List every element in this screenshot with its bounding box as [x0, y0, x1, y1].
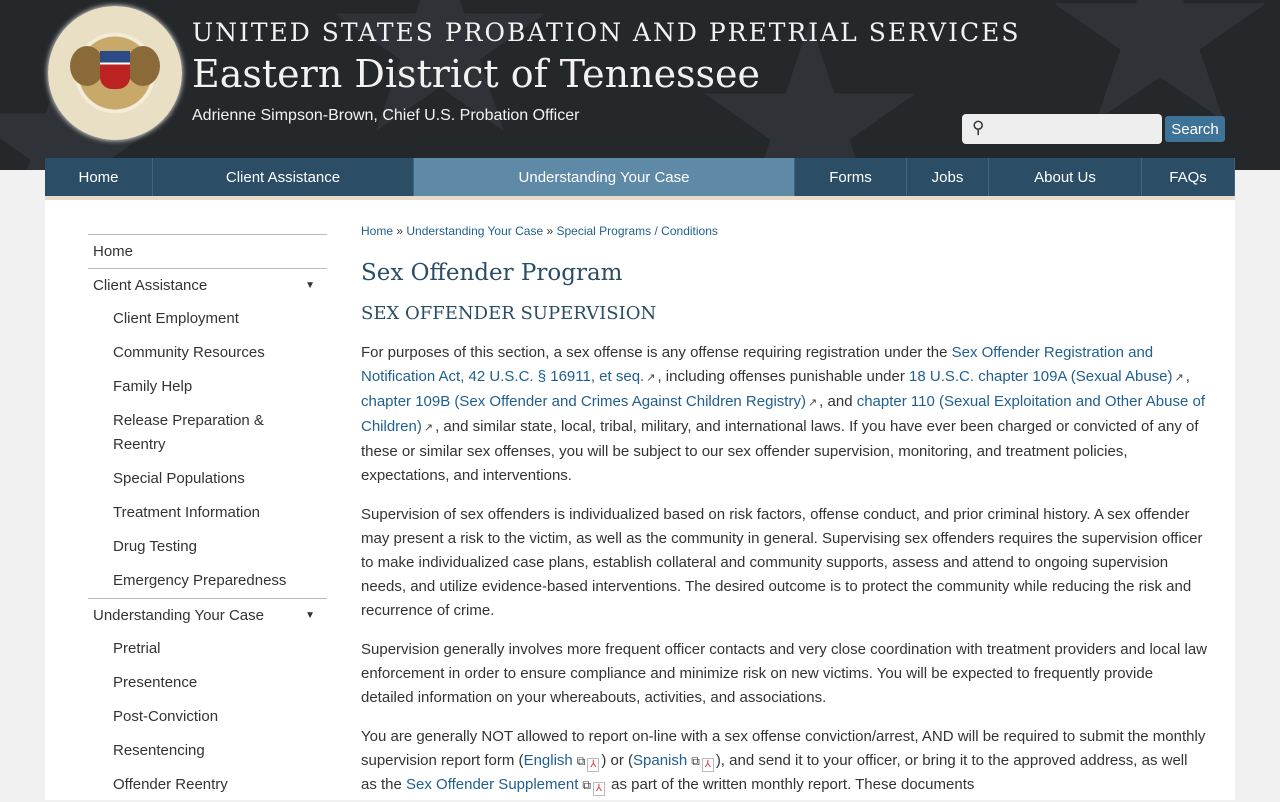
new-window-icon: ⧉: [691, 754, 700, 768]
text-segment: as part of the written monthly report. These documents: [606, 776, 975, 793]
text-segment: You are generally NOT allowed to report on-line with a sex offense conviction/arrest, AND will be required to submit the monthly supervision report form (: [361, 728, 1206, 769]
text-segment: ,: [1185, 368, 1190, 385]
sidebar-item-label: Understanding Your Case: [93, 606, 264, 624]
search-icon: ⚲: [972, 118, 985, 137]
paragraph: [361, 638, 1207, 710]
content-link[interactable]: Spanish: [633, 752, 688, 769]
text-segment: , including offenses punishable under: [657, 368, 910, 385]
sidebar-item-label: Post-Conviction: [113, 708, 219, 725]
chief-officer: Adrienne Simpson-Brown, Chief U.S. Probation Officer: [192, 107, 580, 124]
breadcrumb-home[interactable]: Home: [361, 224, 394, 238]
nav-about-us[interactable]: About Us: [989, 158, 1142, 196]
nav-home[interactable]: Home: [45, 158, 153, 196]
caret-down-icon[interactable]: ▼: [305, 279, 315, 291]
sidebar-item-home[interactable]: [88, 234, 327, 268]
sidebar-item-drug-testing[interactable]: [88, 530, 327, 564]
external-link-icon: ↗: [646, 372, 656, 384]
sidebar-item-label: Release Preparation & Reentry: [113, 412, 264, 453]
caret-down-icon[interactable]: ▼: [305, 609, 315, 621]
search-button[interactable]: Search: [1165, 116, 1225, 142]
sidebar-item-presentence[interactable]: [88, 666, 327, 700]
content-link[interactable]: Sex Offender Supplement: [406, 776, 579, 793]
district-name[interactable]: Eastern District of Tennessee: [192, 52, 761, 96]
content-link[interactable]: Sex Offender Registration and Notification Act, 42 U.S.C. § 16911, et seq.: [361, 344, 1154, 385]
sidebar-item-release-preparation-reentry[interactable]: [88, 404, 327, 462]
sidebar-item-label: Resentencing: [113, 742, 205, 759]
text-segment: , and: [819, 393, 857, 410]
breadcrumb-special-programs[interactable]: Special Programs / Conditions: [556, 224, 718, 238]
sidebar-item-label: Client Assistance: [93, 276, 208, 294]
agency-name: UNITED STATES PROBATION AND PRETRIAL SERVICES: [192, 18, 1021, 47]
text-segment: For purposes of this section, a sex offense is any offense requiring registration under the: [361, 344, 952, 361]
sidebar-item-treatment-information[interactable]: [88, 496, 327, 530]
seal-wing: [70, 46, 104, 86]
text-segment: ) or (: [601, 752, 634, 769]
sidebar-item-resentencing[interactable]: [88, 734, 327, 768]
new-window-icon: ⧉: [576, 754, 586, 768]
page-title: Sex Offender Program: [361, 260, 623, 286]
content-link[interactable]: English: [523, 752, 573, 769]
nav-jobs[interactable]: Jobs: [907, 158, 989, 196]
breadcrumb-understanding[interactable]: Understanding Your Case: [406, 224, 544, 238]
sidebar-item-emergency-preparedness[interactable]: [88, 564, 327, 598]
sidebar-item-label: Family Help: [113, 378, 193, 395]
sidebar-item-client-employment[interactable]: [88, 302, 327, 336]
body-text: [361, 341, 1207, 797]
sidebar-item-family-help[interactable]: [88, 370, 327, 404]
sidebar-item-understanding-your-case[interactable]: [88, 598, 327, 632]
new-window-icon: ⧉: [582, 778, 591, 792]
section-heading: SEX OFFENDER SUPERVISION: [361, 303, 657, 324]
sidebar-nav: [88, 234, 327, 802]
sidebar-item-label: Community Resources: [113, 344, 265, 361]
content-link[interactable]: chapter 110 (Sexual Exploitation and Other Abuse of Children): [361, 393, 1205, 435]
sidebar-item-label: Drug Testing: [113, 538, 197, 555]
main-nav: [45, 158, 1235, 200]
sidebar-item-label: Presentence: [113, 674, 198, 691]
sidebar-item-special-populations[interactable]: [88, 462, 327, 496]
sidebar-item-pretrial[interactable]: [88, 632, 327, 666]
sidebar-item-label: Pretrial: [113, 640, 161, 657]
sidebar-item-client-assistance[interactable]: [88, 268, 327, 302]
paragraph: [361, 725, 1207, 797]
pdf-icon: ⅄: [702, 758, 714, 772]
paragraph: [361, 341, 1207, 488]
nav-client-assistance[interactable]: Client Assistance: [153, 158, 414, 196]
sidebar-item-label: Offender Reentry: [113, 776, 228, 793]
sidebar-item-label: Emergency Preparedness: [113, 572, 287, 589]
content-link[interactable]: chapter 109B (Sex Offender and Crimes Against Children Registry): [361, 393, 806, 410]
seal-shield: [100, 51, 130, 89]
external-link-icon: ↗: [807, 397, 818, 409]
nav-faqs[interactable]: FAQs: [1142, 158, 1235, 196]
nav-forms[interactable]: Forms: [795, 158, 907, 196]
sidebar-item-offender-reentry[interactable]: [88, 768, 327, 802]
sidebar-item-label: Home: [93, 242, 134, 260]
pdf-icon: ⅄: [593, 782, 605, 796]
text-segment: , and similar state, local, tribal, military, and international laws. If you have ever been charged or convicted of any of these or similar sex offenses, you will be subject to our sex offender supervision, monitoring, and treatment policies, expectations, and interventions.: [361, 418, 1199, 484]
main-content: [361, 222, 1207, 797]
text-segment: ), and send it to your officer, or bring it to the approved address, as well as the: [361, 752, 1188, 793]
sidebar-item-post-conviction[interactable]: [88, 700, 327, 734]
sidebar-item-label: Treatment Information: [113, 504, 261, 521]
sidebar-item-label: Client Employment: [113, 310, 239, 327]
search-input[interactable]: [962, 114, 1162, 144]
pdf-icon: ⅄: [587, 758, 599, 772]
seal-logo[interactable]: [48, 6, 182, 140]
text-segment: Supervision of sex offenders is individualized based on risk factors, offense conduct, and prior criminal history. A sex offender may present a risk to the victim, as well as the community in general. Supervising sex offenders requires the supervision officer to make individualized case plans, establish collateral and community supports, assess and attend to ongoing supervision needs, and utilize evidence-based interventions. The desired outcome is to protect the community while reducing the risk and recurrence of crime.: [361, 506, 1203, 619]
sidebar-item-label: Special Populations: [113, 470, 245, 487]
content-link[interactable]: 18 U.S.C. chapter 109A (Sexual Abuse): [909, 368, 1173, 385]
seal-wing: [126, 46, 160, 86]
external-link-icon: ↗: [1174, 372, 1184, 384]
nav-understanding-your-case[interactable]: Understanding Your Case: [414, 158, 795, 196]
sidebar-item-community-resources[interactable]: [88, 336, 327, 370]
breadcrumb: Home » Understanding Your Case » Special Programs / Conditions: [361, 224, 718, 238]
site-header: [0, 0, 1280, 170]
external-link-icon: ↗: [423, 422, 434, 434]
paragraph: [361, 503, 1207, 623]
text-segment: Supervision generally involves more frequent officer contacts and very close coordination with treatment providers and local law enforcement in order to ensure compliance and minimize risk on new victims. You will be expected to frequently provide detailed information on your whereabouts, activities, and associations.: [361, 641, 1207, 706]
